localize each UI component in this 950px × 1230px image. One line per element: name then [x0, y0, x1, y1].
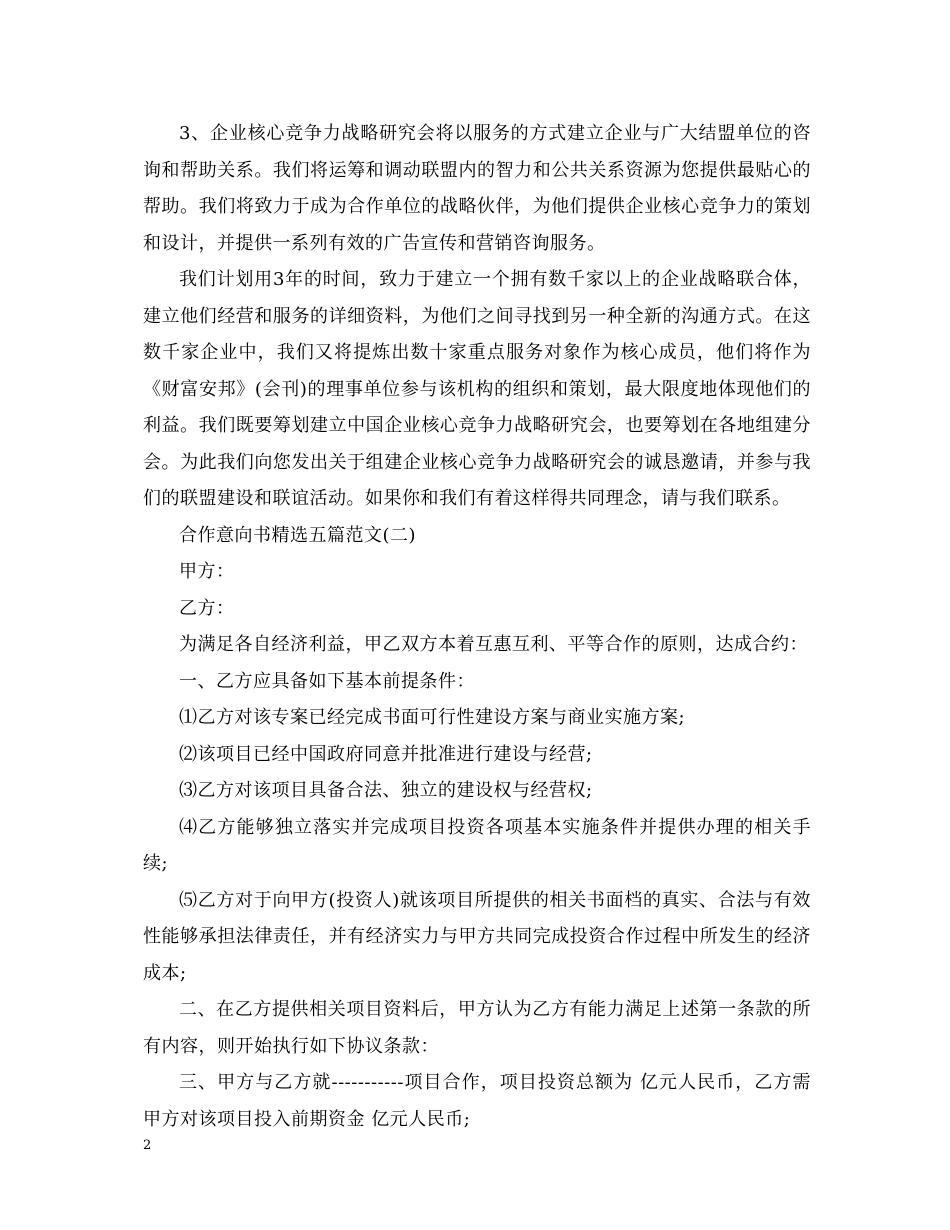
condition-item-1: ⑴乙方对该专案已经完成书面可行性建设方案与商业实施方案; [179, 707, 686, 728]
clause-two: 二、在乙方提供相关项目资料后，甲方认为乙方有能力满足上述第一条款的所有内容，则开始执行如下协议条款： [143, 999, 811, 1057]
paragraph-agreement-preamble: 为满足各自经济利益，甲乙双方本着互惠互利、平等合作的原则，达成合约： [179, 634, 808, 655]
document-body [143, 116, 811, 1138]
condition-item-4: ⑷乙方能够独立落实并完成项目投资各项基本实施条件并提供办理的相关手续; [143, 816, 811, 874]
paragraph-research-association-service: 3、企业核心竞争力战略研究会将以服务的方式建立企业与广大结盟单位的咨询和帮助关系。我们将运筹和调动联盟内的智力和公共关系资源为您提供最贴心的帮助。我们将致力于成为合作单位的战略伙伴，为他们提供企业核心竞争力的策划和设计，并提供一系列有效的广告宣传和营销咨询服务。 [143, 123, 811, 254]
condition-item-3: ⑶乙方对该项目具备合法、独立的建设权与经营权; [179, 780, 593, 801]
clause-one-heading: 一、乙方应具备如下基本前提条件： [179, 670, 475, 692]
party-b-label: 乙方： [179, 597, 235, 619]
page-number: 2 [143, 1138, 152, 1153]
party-a-label: 甲方： [179, 561, 235, 582]
condition-item-5: ⑸乙方对于向甲方(投资人)就该项目所提供的相关书面档的真实、合法与有效性能够承担法律责任，并有经济实力与甲方共同完成投资合作过程中所发生的经济成本; [143, 889, 811, 984]
clause-three: 三、甲方与乙方就-----------项目合作，项目投资总额为 亿元人民币，乙方需甲方对该项目投入前期资金 亿元人民币; [143, 1072, 811, 1130]
paragraph-three-year-plan: 我们计划用3年的时间，致力于建立一个拥有数千家以上的企业战略联合体，建立他们经营和服务的详细资料，为他们之间寻找到另一种全新的沟通方式。在这数千家企业中，我们又将提炼出数十家重点服务对象作为核心成员，他们将作为《财富安邦》(会刊)的理事单位参与该机构的组织和策划，最大限度地体现他们的利益。我们既要筹划建立中国企业核心竞争力战略研究会，也要筹划在各地组建分会。为此我们向您发出关于组建企业核心竞争力战略研究会的诚恳邀请，并参与我们的联盟建设和联谊活动。如果你和我们有着这样得共同理念，请与我们联系。 [143, 269, 811, 509]
section-heading-model-essay-two: 合作意向书精选五篇范文(二) [179, 524, 417, 546]
condition-item-2: ⑵该项目已经中国政府同意并批准进行建设与经营; [179, 743, 593, 765]
